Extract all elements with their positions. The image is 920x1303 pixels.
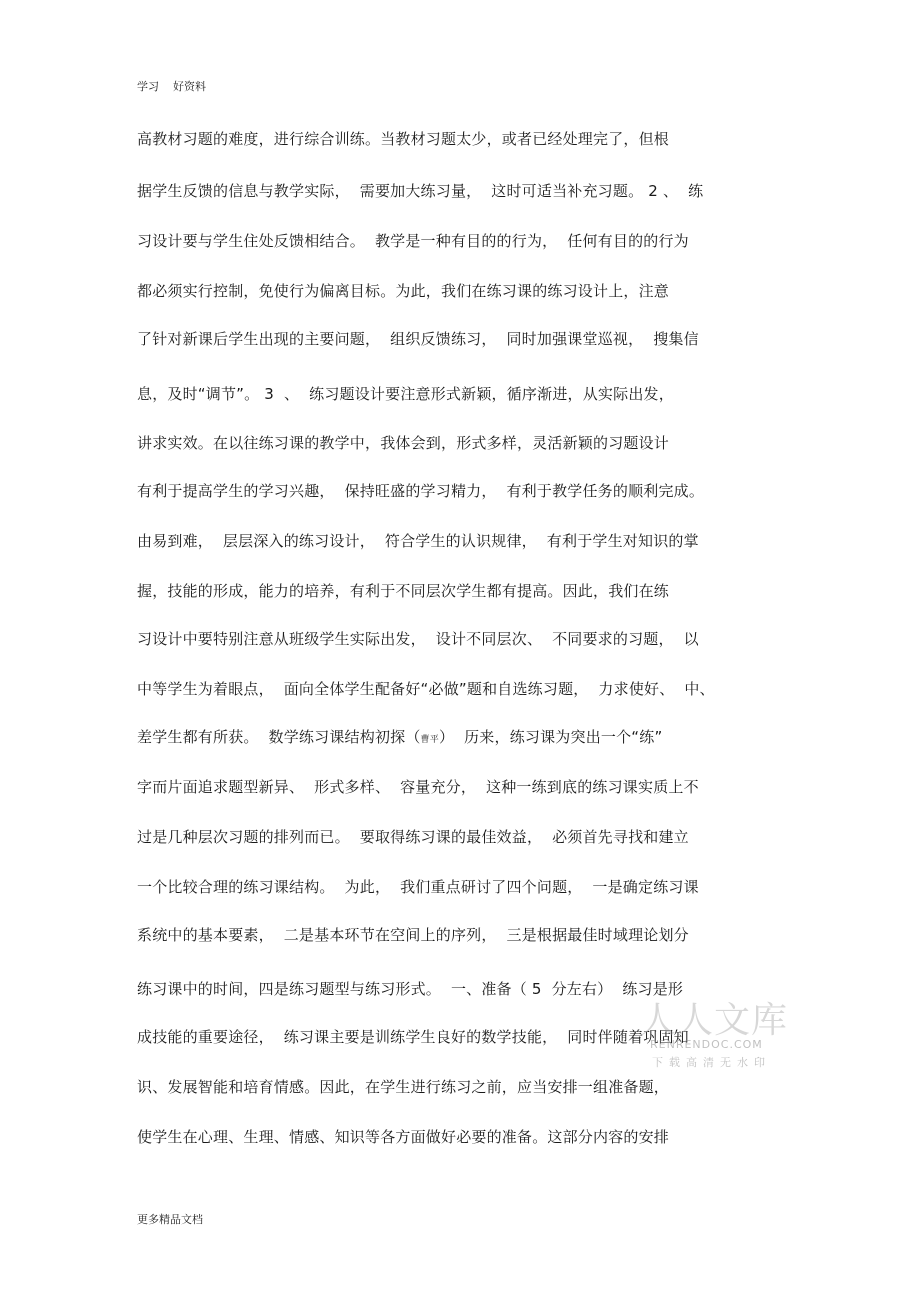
author-name: 曹平 <box>420 735 439 745</box>
body-line: 习设计要与学生住处反馈相结合。 教学是一种有目的的行为， 任何有目的的行为 <box>137 232 689 250</box>
body-line: 有利于提高学生的学习兴趣， 保持旺盛的学习精力， 有利于教学任务的顺利完成。 <box>137 482 705 500</box>
body-line: 一个比较合理的练习课结构。 为此， 我们重点研讨了四个问题， 一是确定练习课 <box>137 878 699 896</box>
body-line: 练习课中的时间，四是练习题型与练习形式。 一、准备（ 5 分左右） 练习是形 <box>137 980 684 998</box>
body-line: 握，技能的形成，能力的培养，有利于不同层次学生都有提高。因此，我们在练 <box>137 582 670 600</box>
body-line: 讲求实效。在以往练习课的教学中，我体会到，形式多样，灵活新颖的习题设计 <box>137 434 670 452</box>
body-line: 中等学生为着眼点， 面向全体学生配备好“必做”题和自选练习题， 力求使好、 中、 <box>137 680 715 698</box>
body-line: 使学生在心理、生理、情感、知识等各方面做好必要的准备。这部分内容的安排 <box>137 1128 670 1146</box>
body-line <box>137 726 662 747</box>
body-line: 字而片面追求题型新异、 形式多样、 容量充分， 这种一练到底的练习课实质上不 <box>137 778 699 796</box>
body-line: 了针对新课后学生出现的主要问题， 组织反馈练习， 同时加强课堂巡视， 搜集信 <box>137 330 699 348</box>
page-footer: 更多精品文档 <box>137 1213 203 1226</box>
body-line-tail: ） 历来，练习课为突出一个“练” <box>438 728 663 746</box>
watermark-title: 人人文库 <box>640 1000 789 1041</box>
body-line: 习设计中要特别注意从班级学生实际出发， 设计不同层次、 不同要求的习题， 以 <box>137 630 699 648</box>
body-line: 成技能的重要途径， 练习课主要是训练学生良好的数学技能， 同时伴随着巩固知 <box>137 1028 689 1046</box>
watermark-subtitle: 下载高清无水印 <box>652 1056 771 1069</box>
watermark-url: RENRENDOC.COM <box>650 1038 763 1051</box>
body-line: 过是几种层次习题的排列而已。 要取得练习课的最佳效益， 必须首先寻找和建立 <box>137 828 689 846</box>
body-line: 都必须实行控制，免使行为偏离目标。为此，我们在练习课的练习设计上，注意 <box>137 282 670 300</box>
page-header: 学习 好资料 <box>137 80 206 93</box>
body-line: 由易到难， 层层深入的练习设计， 符合学生的认识规律， 有利于学生对知识的掌 <box>137 532 699 550</box>
body-line: 高教材习题的难度，进行综合训练。当教材习题太少，或者已经处理完了，但根 <box>137 130 670 148</box>
watermark-logo <box>640 992 789 1082</box>
body-line: 识、发展智能和培育情感。因此，在学生进行练习之前，应当安排一组准备题， <box>137 1078 670 1096</box>
body-line: 据学生反馈的信息与教学实际， 需要加大练习量， 这时可适当补充习题。 2 、 练 <box>137 182 704 200</box>
body-line: 息，及时“调节”。 3 、 练习题设计要注意形式新颖，循序渐进，从实际出发， <box>137 385 674 403</box>
body-line-head: 差学生都有所获。 数学练习课结构初探（ <box>137 728 421 746</box>
body-line: 系统中的基本要素， 二是基本环节在空间上的序列， 三是根据最佳时域理论划分 <box>137 926 689 944</box>
